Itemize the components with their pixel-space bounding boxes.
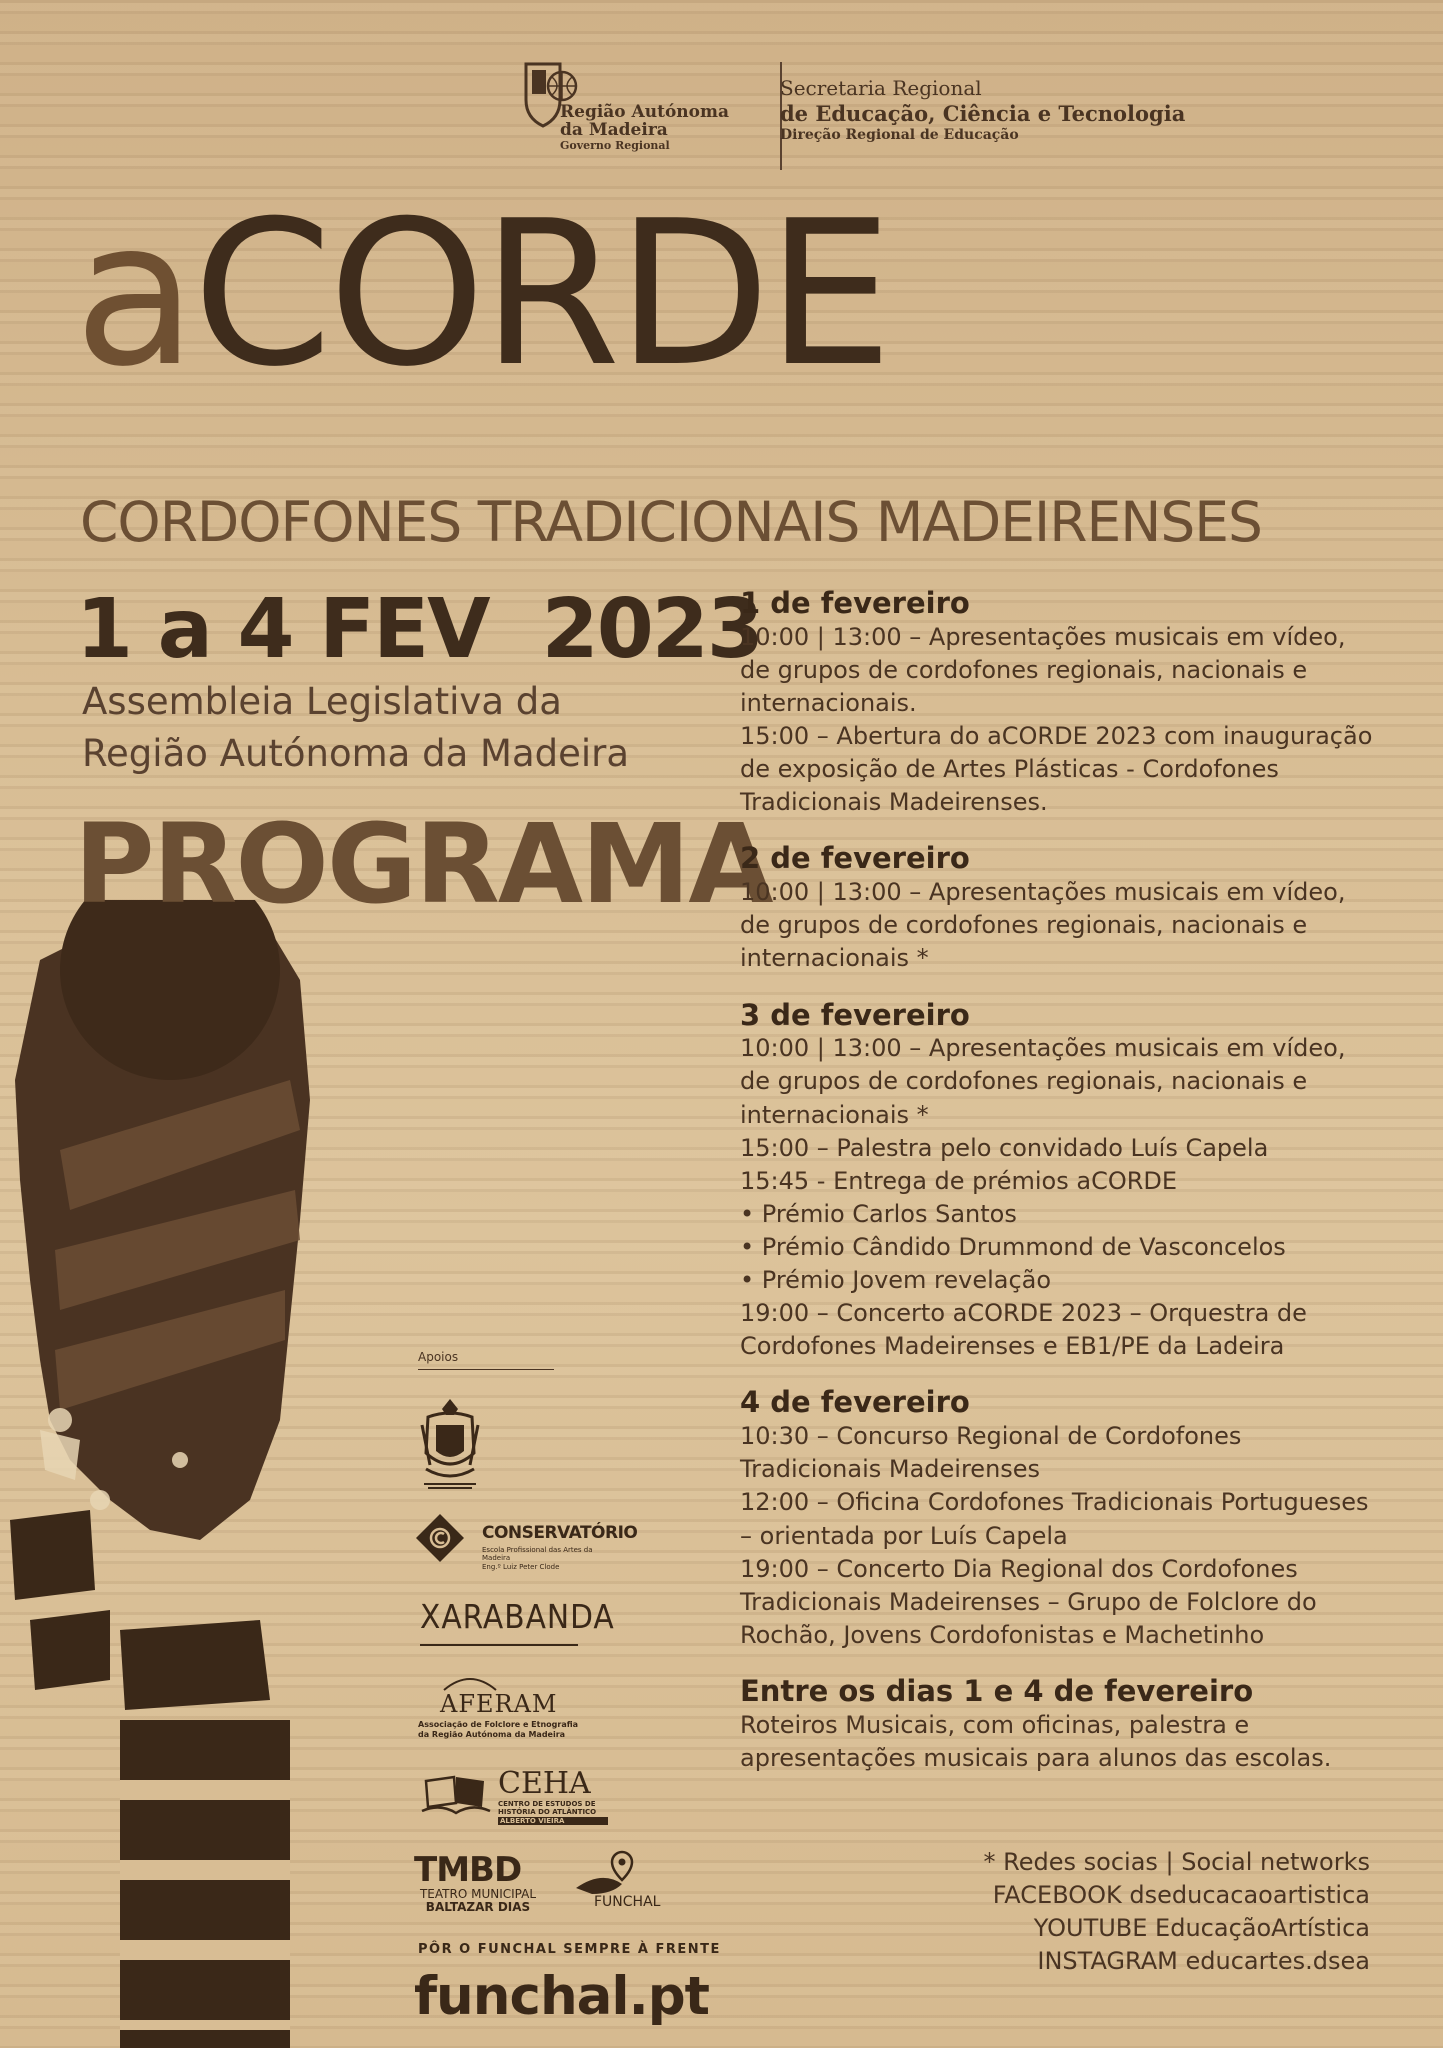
day-block [740, 586, 1380, 819]
funchal-tagline: PÔR O FUNCHAL SEMPRE À FRENTE [418, 1942, 721, 1957]
xarabanda-logo: XARABANDA [420, 1597, 615, 1636]
award-item: • Prémio Carlos Santos [740, 1199, 1017, 1228]
event-title-main: CORDE [192, 178, 889, 411]
tmbd-subtitle [418, 1888, 538, 1914]
schedule-item: 10:00 | 13:00 – Apresentações musicais em vídeo, de grupos de cordofones regionais, nacionais e internacionais. [740, 622, 1346, 718]
conservatorio-sub-line2: Eng.º Luiz Peter Clode [482, 1562, 560, 1571]
ceha-logo: CEHA [498, 1766, 591, 1801]
raam-name-line1: Região Autónoma [560, 102, 730, 122]
schedule-item: 10:00 | 13:00 – Apresentações musicais em vídeo, de grupos de cordofones regionais, nacionais e internacionais * [740, 878, 1346, 973]
secretaria-line1: Secretaria Regional [780, 76, 982, 100]
guitar-headstock-illustration [0, 900, 440, 2048]
schedule-item: 15:45 - Entrega de prémios aCORDE [740, 1166, 1178, 1195]
website-link[interactable]: funchal.pt [414, 1966, 710, 2027]
day-title: 3 de fevereiro [740, 997, 970, 1032]
event-title [74, 178, 889, 411]
ceha-book-icon [420, 1773, 492, 1819]
event-title-prefix: a [74, 178, 193, 411]
day-block [740, 998, 1380, 1364]
event-venue [82, 676, 629, 780]
programa-heading: PROGRAMA [74, 800, 772, 928]
ceha-sub-line1: CENTRO DE ESTUDOS DE [498, 1800, 596, 1808]
venue-line1: Assembleia Legislativa da [82, 680, 562, 723]
aferam-sub-line2: da Região Autónoma da Madeira [418, 1729, 566, 1739]
event-dates: 1 a 4 FEV 2023 [76, 582, 762, 677]
schedule-item: 19:00 – Concerto Dia Regional dos Cordofones Tradicionais Madeirenses – Grupo de Folclore do Rochão, Jovens Cordofonistas e Machetinho [740, 1554, 1317, 1649]
day-block [740, 1674, 1380, 1775]
program-schedule [740, 586, 1380, 1797]
social-heading: * Redes socias | Social networks [983, 1848, 1370, 1876]
schedule-item: 15:00 – Abertura do aCORDE 2023 com inauguração de exposição de Artes Plásticas - Cordofones Tradicionais Madeirenses. [740, 722, 1373, 817]
schedule-item: Roteiros Musicais, com oficinas, palestra e apresentações musicais para alunos das escolas. [740, 1710, 1332, 1772]
secretaria-line3: Direção Regional de Educação [780, 127, 1019, 144]
secretaria-block [780, 76, 1185, 145]
schedule-item: 19:00 – Concerto aCORDE 2023 – Orquestra de Cordofones Madeirenses e EB1/PE da Ladeira [740, 1299, 1307, 1361]
day-block [740, 841, 1380, 975]
award-item: • Prémio Cândido Drummond de Vasconcelos [740, 1233, 1286, 1262]
day-title: 4 de fevereiro [740, 1385, 970, 1420]
conservatorio-logo-icon [414, 1512, 466, 1564]
ceha-subtitle [498, 1800, 608, 1825]
tmbd-logo: TMBD [414, 1850, 522, 1890]
conservatorio-name: CONSERVATÓRIO [482, 1523, 638, 1543]
day-title: 1 de fevereiro [740, 586, 970, 620]
instagram-link[interactable]: INSTAGRAM educartes.dsea [1037, 1947, 1370, 1976]
funchal-logo-text: FUNCHAL [594, 1894, 661, 1910]
facebook-link[interactable]: FACEBOOK dseducacaoartistica [992, 1881, 1370, 1910]
secretaria-line2: de Educação, Ciência e Tecnologia [780, 101, 1186, 126]
aferam-subtitle [418, 1720, 588, 1739]
raam-name-line2: da Madeira [560, 119, 668, 140]
social-networks [930, 1846, 1370, 1978]
raam-gov-line: Governo Regional [560, 138, 670, 152]
aferam-sub-line1: Associação de Folclore e Etnografia [418, 1720, 579, 1729]
aferam-arc-icon [440, 1672, 500, 1692]
ceha-sub-line2: HISTÓRIA DO ATLÂNTICO [498, 1808, 597, 1817]
xarabanda-underline [420, 1644, 578, 1646]
tmbd-sub-line2: BALTAZAR DIAS [425, 1900, 531, 1915]
supporters-label: Apoios [418, 1350, 459, 1364]
schedule-item: 10:00 | 13:00 – Apresentações musicais em vídeo, de grupos de cordofones regionais, nacionais e internacionais * [740, 1034, 1346, 1129]
conservatorio-sub-line1: Escola Profissional das Artes da Madeira [482, 1546, 593, 1563]
funchal-location-pin-icon [572, 1850, 642, 1896]
schedule-item: 12:00 – Oficina Cordofones Tradicionais Portugueses – orientada por Luís Capela [740, 1488, 1369, 1550]
day-title: Entre os dias 1 e 4 de fevereiro [740, 1674, 1254, 1709]
supporters-divider [418, 1369, 554, 1370]
day-block [740, 1385, 1380, 1652]
schedule-item: 15:00 – Palestra pelo convidado Luís Capela [740, 1133, 1269, 1162]
award-item: • Prémio Jovem revelação [740, 1266, 1052, 1295]
youtube-link[interactable]: YOUTUBE EducaçãoArtística [1033, 1914, 1370, 1943]
conservatorio-subtitle [482, 1546, 602, 1571]
ceha-sub-line3: ALBERTO VIEIRA [498, 1817, 608, 1825]
venue-line2: Região Autónoma da Madeira [82, 731, 630, 775]
event-subtitle: CORDOFONES TRADICIONAIS MADEIRENSES [80, 490, 1262, 554]
tmbd-sub-line1: TEATRO MUNICIPAL [419, 1887, 537, 1901]
raam-logo-text [560, 104, 729, 151]
day-title: 2 de fevereiro [740, 841, 970, 876]
assembly-crest-icon [418, 1395, 482, 1491]
schedule-item: 10:30 – Concurso Regional de Cordofones Tradicionais Madeirenses [740, 1422, 1242, 1484]
aferam-logo: AFERAM [440, 1690, 558, 1718]
